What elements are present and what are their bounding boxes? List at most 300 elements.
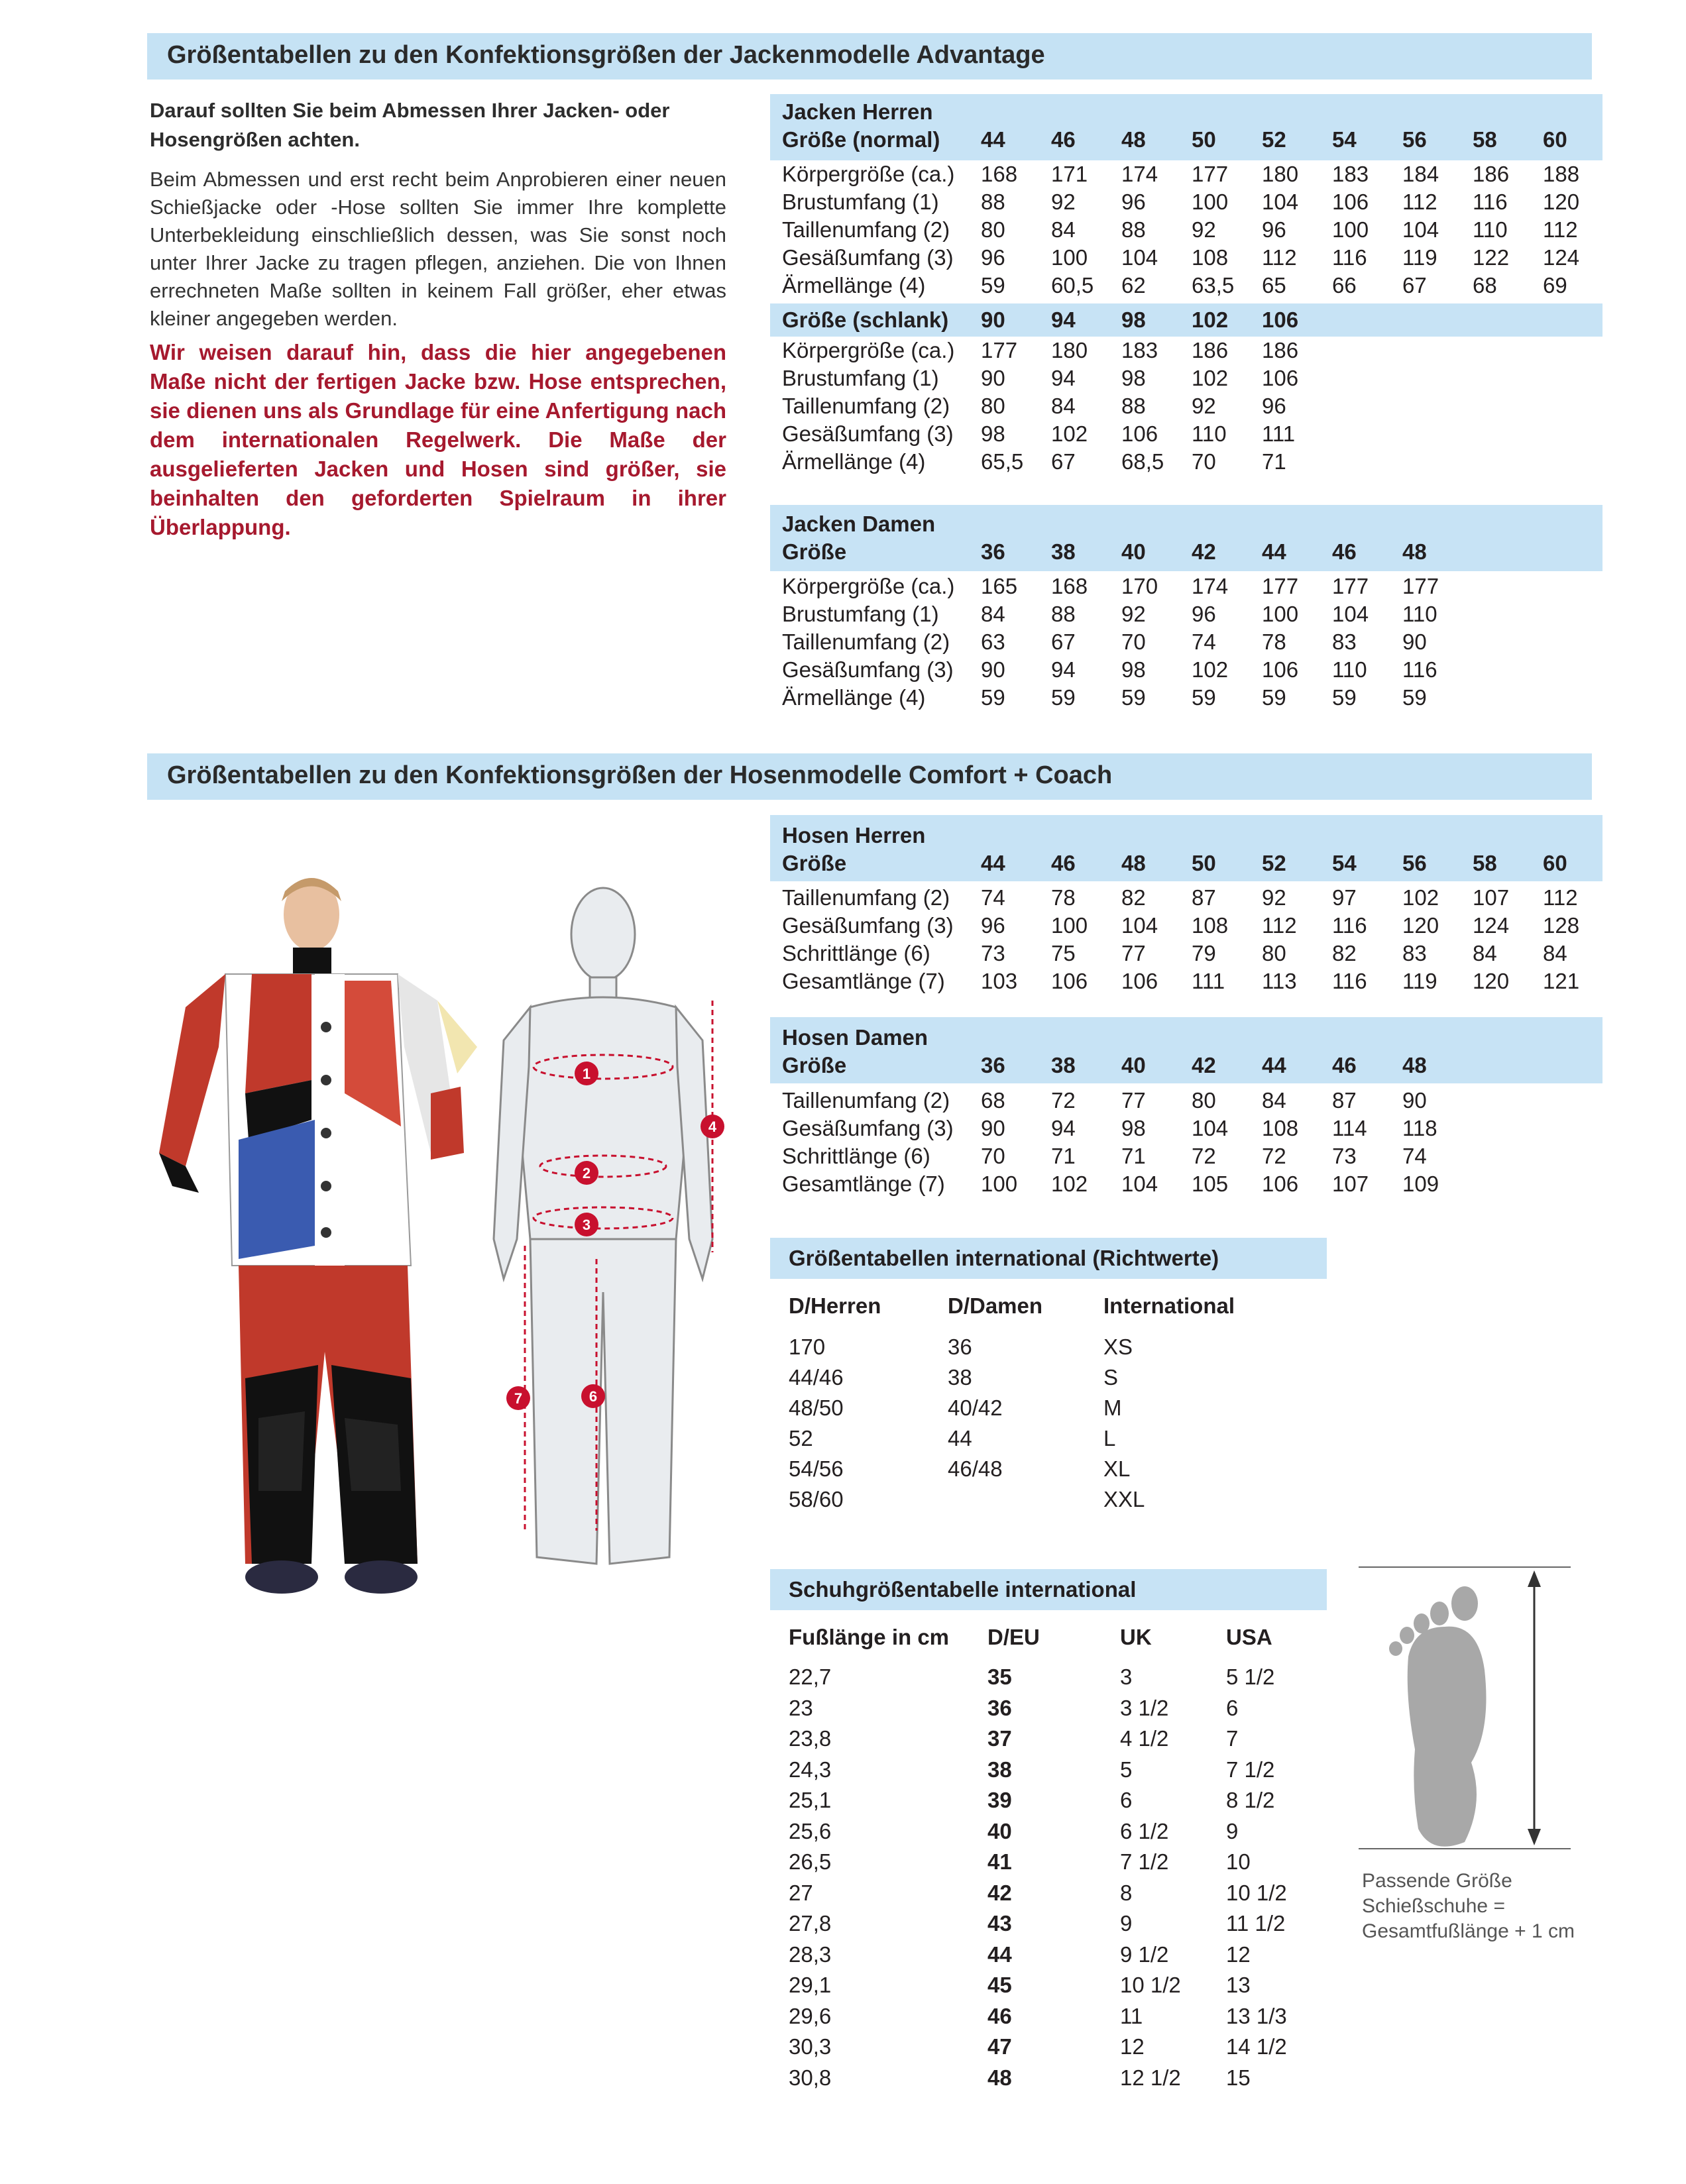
shoes-table: [789, 0, 1332, 2160]
table-cell: 59: [981, 273, 1005, 298]
table-cell: 102: [1192, 307, 1229, 332]
table-cell: 7 1/2: [1120, 1849, 1169, 1874]
table-cell: 83: [1402, 941, 1427, 965]
table-cell: 165: [981, 574, 1018, 598]
table-cell: 177: [1192, 162, 1229, 186]
shooting-suit-photo: [146, 875, 504, 1604]
table-cell: Größe (schlank): [782, 307, 949, 332]
table-cell: 119: [1402, 969, 1437, 993]
table-cell: 107: [1473, 885, 1510, 910]
table-cell: 36: [987, 1695, 1012, 1720]
jacket-section-title: Größentabellen zu den Konfektionsgrößen der Jackenmodelle Advantage: [167, 41, 1045, 69]
table-cell: 104: [1332, 602, 1369, 626]
table-cell: 71: [1051, 1144, 1076, 1168]
table-cell: 37: [987, 1726, 1012, 1751]
table-cell: 26,5: [789, 1849, 832, 1874]
table-cell: 74: [1192, 629, 1216, 654]
table-cell: 104: [1121, 913, 1158, 938]
table-cell: Größe: [782, 851, 847, 875]
foot-caption-line-1: Passende Größe: [1362, 1870, 1512, 1892]
table-cell: Ärmellänge (4): [782, 449, 926, 474]
table-cell: 77: [1121, 941, 1146, 965]
table-cell: 82: [1121, 885, 1146, 910]
table-cell: 74: [981, 885, 1005, 910]
marker-7: 7: [514, 1390, 523, 1407]
table-cell: 84: [1473, 941, 1497, 965]
table-cell: D/Damen: [948, 1293, 1043, 1318]
table-cell: 87: [1332, 1088, 1357, 1113]
table-cell: 106: [1262, 366, 1299, 390]
table-cell: 7 1/2: [1226, 1757, 1275, 1782]
table-cell: 11 1/2: [1226, 1911, 1286, 1936]
table-cell: Jacken Damen: [782, 512, 936, 536]
table-cell: 98: [1121, 307, 1146, 332]
table-cell: Taillenumfang (2): [782, 629, 950, 654]
table-cell: 48: [1121, 127, 1146, 152]
table-cell: 40: [987, 1818, 1012, 1843]
table-cell: 69: [1543, 273, 1567, 298]
table-cell: 74: [1402, 1144, 1427, 1168]
table-cell: 50: [1192, 851, 1216, 875]
table-cell: 30,3: [789, 2034, 832, 2059]
table-cell: 25,1: [789, 1788, 832, 1812]
table-cell: XXL: [1103, 1487, 1145, 1511]
table-cell: 59: [1192, 685, 1216, 710]
table-cell: 10: [1226, 1849, 1251, 1874]
table-cell: 96: [1192, 602, 1216, 626]
table-cell: 36: [981, 1053, 1005, 1077]
table-cell: 177: [981, 338, 1018, 362]
table-cell: 88: [981, 190, 1005, 214]
table-cell: 183: [1121, 338, 1158, 362]
table-cell: 54/56: [789, 1456, 844, 1481]
marker-2: 2: [582, 1165, 591, 1181]
table-cell: 47: [987, 2034, 1012, 2059]
table-cell: 98: [1121, 1116, 1146, 1140]
table-cell: 28,3: [789, 1941, 832, 1967]
table-cell: Ärmellänge (4): [782, 273, 926, 298]
table-cell: 80: [1192, 1088, 1216, 1113]
table-cell: 3 1/2: [1120, 1695, 1169, 1720]
table-cell: 90: [981, 657, 1005, 682]
marker-1: 1: [582, 1065, 591, 1082]
table-cell: 66: [1332, 273, 1357, 298]
table-cell: 180: [1262, 162, 1299, 186]
table-cell: 23: [789, 1695, 813, 1720]
table-cell: 48/50: [789, 1395, 844, 1420]
table-cell: 44: [1262, 539, 1286, 564]
table-cell: 63,5: [1192, 273, 1235, 298]
table-cell: 60: [1543, 851, 1567, 875]
table-cell: 116: [1332, 913, 1367, 938]
table-cell: 98: [981, 421, 1005, 446]
table-cell: 112: [1402, 190, 1437, 214]
table-cell: 59: [981, 685, 1005, 710]
table-cell: 56: [1402, 127, 1427, 152]
table-cell: 36: [948, 1335, 972, 1359]
table-cell: 62: [1121, 273, 1146, 298]
table-cell: 109: [1402, 1172, 1439, 1196]
table-cell: 36: [981, 539, 1005, 564]
table-cell: 100: [1051, 913, 1088, 938]
body-measurement-diagram: [477, 868, 742, 1590]
table-cell: 79: [1192, 941, 1216, 965]
table-cell: 128: [1543, 913, 1580, 938]
table-cell: 25,6: [789, 1818, 832, 1843]
table-cell: 22,7: [789, 1665, 832, 1689]
table-cell: 80: [981, 217, 1005, 242]
table-cell: Gesäßumfang (3): [782, 657, 954, 682]
table-cell: 71: [1121, 1144, 1146, 1168]
table-cell: L: [1103, 1426, 1116, 1450]
table-cell: 118: [1402, 1116, 1437, 1140]
table-cell: D/EU: [987, 1625, 1040, 1649]
table-cell: 113: [1262, 969, 1297, 993]
table-cell: D/Herren: [789, 1293, 881, 1318]
table-cell: 183: [1332, 162, 1369, 186]
table-cell: 13: [1226, 1973, 1251, 1997]
table-cell: 168: [1051, 574, 1088, 598]
table-cell: 29,6: [789, 2003, 832, 2028]
table-cell: 112: [1543, 885, 1578, 910]
table-cell: 90: [1402, 1088, 1427, 1113]
table-cell: 174: [1121, 162, 1158, 186]
table-cell: 108: [1262, 1116, 1299, 1140]
table-cell: 52: [1262, 851, 1286, 875]
table-cell: 70: [981, 1144, 1005, 1168]
foot-length-diagram: [1352, 1564, 1577, 1869]
table-cell: 68: [1473, 273, 1497, 298]
table-cell: 23,8: [789, 1726, 832, 1751]
table-cell: 50: [1192, 127, 1216, 152]
table-cell: 54: [1332, 851, 1357, 875]
table-cell: 184: [1402, 162, 1439, 186]
table-cell: 15: [1226, 2065, 1251, 2090]
table-cell: 12: [1226, 1941, 1251, 1967]
table-cell: 40: [1121, 539, 1146, 564]
table-cell: 40/42: [948, 1395, 1003, 1420]
table-cell: 59: [1402, 685, 1427, 710]
table-cell: 48: [1402, 1053, 1427, 1077]
table-cell: 10 1/2: [1120, 1973, 1181, 1997]
table-cell: 44: [987, 1941, 1012, 1967]
table-cell: M: [1103, 1395, 1122, 1420]
table-cell: 106: [1121, 969, 1158, 993]
table-cell: 72: [1262, 1144, 1286, 1168]
table-cell: 186: [1473, 162, 1510, 186]
table-cell: 68,5: [1121, 449, 1164, 474]
table-cell: 120: [1543, 190, 1580, 214]
table-cell: Taillenumfang (2): [782, 885, 950, 910]
intro-heading: Darauf sollten Sie beim Abmessen Ihrer Jacken- oder Hosengrößen achten.: [150, 99, 670, 151]
table-cell: 82: [1332, 941, 1357, 965]
table-cell: 104: [1402, 217, 1439, 242]
table-cell: 38: [948, 1365, 972, 1390]
table-cell: Schrittlänge (6): [782, 941, 930, 965]
table-cell: 38: [1051, 1053, 1076, 1077]
table-cell: 188: [1543, 162, 1580, 186]
table-cell: Größentabellen international (Richtwerte): [789, 1246, 1219, 1270]
table-cell: 92: [1121, 602, 1146, 626]
table-cell: 104: [1262, 190, 1299, 214]
foot-caption-line-3: Gesamtfußlänge + 1 cm: [1362, 1920, 1575, 1942]
table-cell: 110: [1192, 421, 1227, 446]
table-cell: 96: [1262, 217, 1286, 242]
table-cell: 44: [981, 851, 1005, 875]
table-cell: 116: [1473, 190, 1508, 214]
table-cell: 27: [789, 1880, 813, 1905]
table-cell: XL: [1103, 1456, 1131, 1481]
table-cell: 96: [981, 913, 1005, 938]
table-cell: 42: [987, 1880, 1012, 1905]
foot-caption: [1362, 1869, 1575, 1944]
table-cell: Körpergröße (ca.): [782, 338, 955, 362]
table-cell: 92: [1262, 885, 1286, 910]
table-cell: Taillenumfang (2): [782, 217, 950, 242]
table-cell: Größe: [782, 539, 847, 564]
table-cell: Körpergröße (ca.): [782, 574, 955, 598]
table-cell: Brustumfang (1): [782, 190, 939, 214]
table-cell: 84: [1051, 217, 1076, 242]
table-cell: Gesamtlänge (7): [782, 1172, 945, 1196]
table-cell: 67: [1402, 273, 1427, 298]
table-cell: 96: [1262, 394, 1286, 418]
table-cell: 114: [1332, 1116, 1367, 1140]
table-cell: Gesäßumfang (3): [782, 421, 954, 446]
table-cell: Größe: [782, 1053, 847, 1077]
table-cell: 94: [1051, 307, 1076, 332]
table-cell: 9 1/2: [1120, 1941, 1169, 1967]
table-cell: 13 1/3: [1226, 2003, 1287, 2028]
table-cell: 73: [1332, 1144, 1357, 1168]
table-cell: 70: [1192, 449, 1216, 474]
table-cell: 80: [981, 394, 1005, 418]
table-cell: Brustumfang (1): [782, 366, 939, 390]
table-cell: 88: [1051, 602, 1076, 626]
table-cell: 106: [1262, 307, 1299, 332]
table-cell: 38: [987, 1757, 1012, 1782]
table-cell: 46: [1332, 539, 1357, 564]
table-cell: 116: [1332, 969, 1367, 993]
table-cell: 14 1/2: [1226, 2034, 1287, 2059]
table-cell: 100: [1332, 217, 1369, 242]
table-cell: 29,1: [789, 1973, 832, 1997]
table-cell: 46: [1051, 127, 1076, 152]
table-cell: 70: [1121, 629, 1146, 654]
table-cell: 60: [1543, 127, 1567, 152]
table-cell: 100: [981, 1172, 1018, 1196]
table-cell: 124: [1543, 245, 1580, 270]
table-cell: S: [1103, 1365, 1119, 1390]
table-cell: 88: [1121, 217, 1146, 242]
table-cell: 46: [1051, 851, 1076, 875]
table-cell: 120: [1473, 969, 1510, 993]
table-cell: 108: [1192, 913, 1229, 938]
table-cell: 35: [987, 1665, 1012, 1689]
table-cell: 43: [987, 1911, 1012, 1936]
table-cell: 106: [1332, 190, 1369, 214]
marker-6: 6: [589, 1388, 598, 1405]
table-cell: 3: [1120, 1665, 1133, 1689]
table-cell: 58: [1473, 851, 1497, 875]
table-cell: Ärmellänge (4): [782, 685, 926, 710]
table-cell: 84: [1543, 941, 1567, 965]
table-cell: 98: [1121, 366, 1146, 390]
table-cell: 90: [981, 1116, 1005, 1140]
table-cell: 59: [1332, 685, 1357, 710]
table-cell: Taillenumfang (2): [782, 1088, 950, 1113]
table-cell: 112: [1262, 245, 1297, 270]
table-cell: 27,8: [789, 1911, 832, 1936]
table-cell: 45: [987, 1973, 1012, 1997]
table-cell: 94: [1051, 657, 1076, 682]
table-cell: 180: [1051, 338, 1088, 362]
marker-3: 3: [582, 1217, 591, 1233]
table-cell: 73: [981, 941, 1005, 965]
table-cell: 88: [1121, 394, 1146, 418]
table-cell: 41: [987, 1849, 1012, 1874]
table-cell: 80: [1262, 941, 1286, 965]
table-cell: 120: [1402, 913, 1439, 938]
table-cell: 106: [1262, 657, 1299, 682]
table-cell: 58/60: [789, 1487, 844, 1511]
table-cell: 83: [1332, 629, 1357, 654]
table-cell: 40: [1121, 1053, 1146, 1077]
table-cell: 84: [981, 602, 1005, 626]
foot-caption-line-2: Schießschuhe =: [1362, 1895, 1505, 1917]
table-cell: 8 1/2: [1226, 1788, 1275, 1812]
table-cell: 68: [981, 1088, 1005, 1113]
table-cell: 106: [1262, 1172, 1299, 1196]
table-cell: 103: [981, 969, 1018, 993]
table-cell: 116: [1332, 245, 1367, 270]
table-cell: 177: [1332, 574, 1369, 598]
table-cell: 59: [1262, 685, 1286, 710]
table-cell: 174: [1192, 574, 1229, 598]
intro-paragraph: Beim Abmessen und erst recht beim Anprobieren einer neuen Schießjacke oder -Hose sollten Sie immer Ihre komplette Unterbekleidung einschließlich dessen, was Sie sonst noch unter Ihrer Jacke zu tragen pflegen, anziehen. Die von Ihnen errechneten Maße sollten in keinem Fall größer, eher etwas kleiner angegeben werden.: [150, 168, 726, 330]
table-cell: 102: [1192, 657, 1229, 682]
table-cell: International: [1103, 1293, 1235, 1318]
table-cell: 48: [1402, 539, 1427, 564]
table-cell: 112: [1543, 217, 1578, 242]
table-cell: 110: [1473, 217, 1508, 242]
table-cell: 97: [1332, 885, 1357, 910]
table-cell: 52: [1262, 127, 1286, 152]
table-cell: 12: [1120, 2034, 1145, 2059]
table-cell: Gesäßumfang (3): [782, 913, 954, 938]
table-cell: 106: [1051, 969, 1088, 993]
table-cell: 6: [1120, 1788, 1133, 1812]
table-cell: 78: [1051, 885, 1076, 910]
table-cell: 105: [1192, 1172, 1229, 1196]
table-cell: Gesamtlänge (7): [782, 969, 945, 993]
table-cell: 60,5: [1051, 273, 1094, 298]
table-cell: 100: [1192, 190, 1229, 214]
table-cell: 44: [1262, 1053, 1286, 1077]
table-cell: 75: [1051, 941, 1076, 965]
table-cell: 59: [1051, 685, 1076, 710]
table-cell: 168: [981, 162, 1018, 186]
table-cell: 72: [1192, 1144, 1216, 1168]
table-cell: 84: [1262, 1088, 1286, 1113]
table-cell: 67: [1051, 629, 1076, 654]
table-cell: Schuhgrößentabelle international: [789, 1577, 1137, 1602]
table-cell: 186: [1262, 338, 1299, 362]
table-cell: 96: [1121, 190, 1146, 214]
table-cell: 72: [1051, 1088, 1076, 1113]
table-cell: 44: [948, 1426, 972, 1450]
table-cell: 6: [1226, 1695, 1239, 1720]
table-cell: 104: [1121, 1172, 1158, 1196]
table-cell: USA: [1226, 1625, 1272, 1649]
table-cell: 46/48: [948, 1456, 1003, 1481]
table-cell: 170: [789, 1335, 826, 1359]
table-cell: Körpergröße (ca.): [782, 162, 955, 186]
table-cell: 92: [1192, 217, 1216, 242]
table-cell: 116: [1402, 657, 1437, 682]
table-cell: 111: [1262, 421, 1296, 446]
table-cell: 44/46: [789, 1365, 844, 1390]
table-cell: 110: [1332, 657, 1367, 682]
table-cell: Größe (normal): [782, 127, 940, 152]
table-cell: 98: [1121, 657, 1146, 682]
table-cell: 6 1/2: [1120, 1818, 1169, 1843]
table-cell: 94: [1051, 1116, 1076, 1140]
table-cell: 90: [981, 307, 1005, 332]
table-cell: 63: [981, 629, 1005, 654]
table-cell: 92: [1051, 190, 1076, 214]
table-cell: 46: [987, 2003, 1012, 2028]
table-cell: 92: [1192, 394, 1216, 418]
table-cell: 5: [1120, 1757, 1133, 1782]
table-cell: 38: [1051, 539, 1076, 564]
table-cell: 48: [987, 2065, 1012, 2090]
table-cell: 90: [1402, 629, 1427, 654]
table-cell: 56: [1402, 851, 1427, 875]
table-cell: 186: [1192, 338, 1229, 362]
table-cell: Jacken Herren: [782, 99, 933, 124]
table-cell: 5 1/2: [1226, 1665, 1275, 1689]
table-cell: 170: [1121, 574, 1158, 598]
table-cell: 9: [1120, 1911, 1133, 1936]
table-cell: 4 1/2: [1120, 1726, 1169, 1751]
table-cell: 87: [1192, 885, 1216, 910]
table-cell: Gesäßumfang (3): [782, 1116, 954, 1140]
table-cell: 46: [1332, 1053, 1357, 1077]
table-cell: Brustumfang (1): [782, 602, 939, 626]
table-cell: 100: [1051, 245, 1088, 270]
table-cell: 39: [987, 1788, 1012, 1812]
table-cell: 177: [1402, 574, 1439, 598]
table-cell: 78: [1262, 629, 1286, 654]
table-cell: 10 1/2: [1226, 1880, 1287, 1905]
table-cell: 110: [1402, 602, 1437, 626]
table-cell: 100: [1262, 602, 1299, 626]
table-cell: 104: [1192, 1116, 1229, 1140]
table-cell: 102: [1051, 1172, 1088, 1196]
table-cell: 71: [1262, 449, 1286, 474]
table-cell: 84: [1051, 394, 1076, 418]
table-cell: 48: [1121, 851, 1146, 875]
table-cell: 8: [1120, 1880, 1133, 1905]
table-cell: 30,8: [789, 2065, 832, 2090]
table-cell: 119: [1402, 245, 1437, 270]
table-cell: 24,3: [789, 1757, 832, 1782]
table-cell: 96: [981, 245, 1005, 270]
table-cell: 59: [1121, 685, 1146, 710]
table-cell: 65,5: [981, 449, 1024, 474]
table-cell: 67: [1051, 449, 1076, 474]
